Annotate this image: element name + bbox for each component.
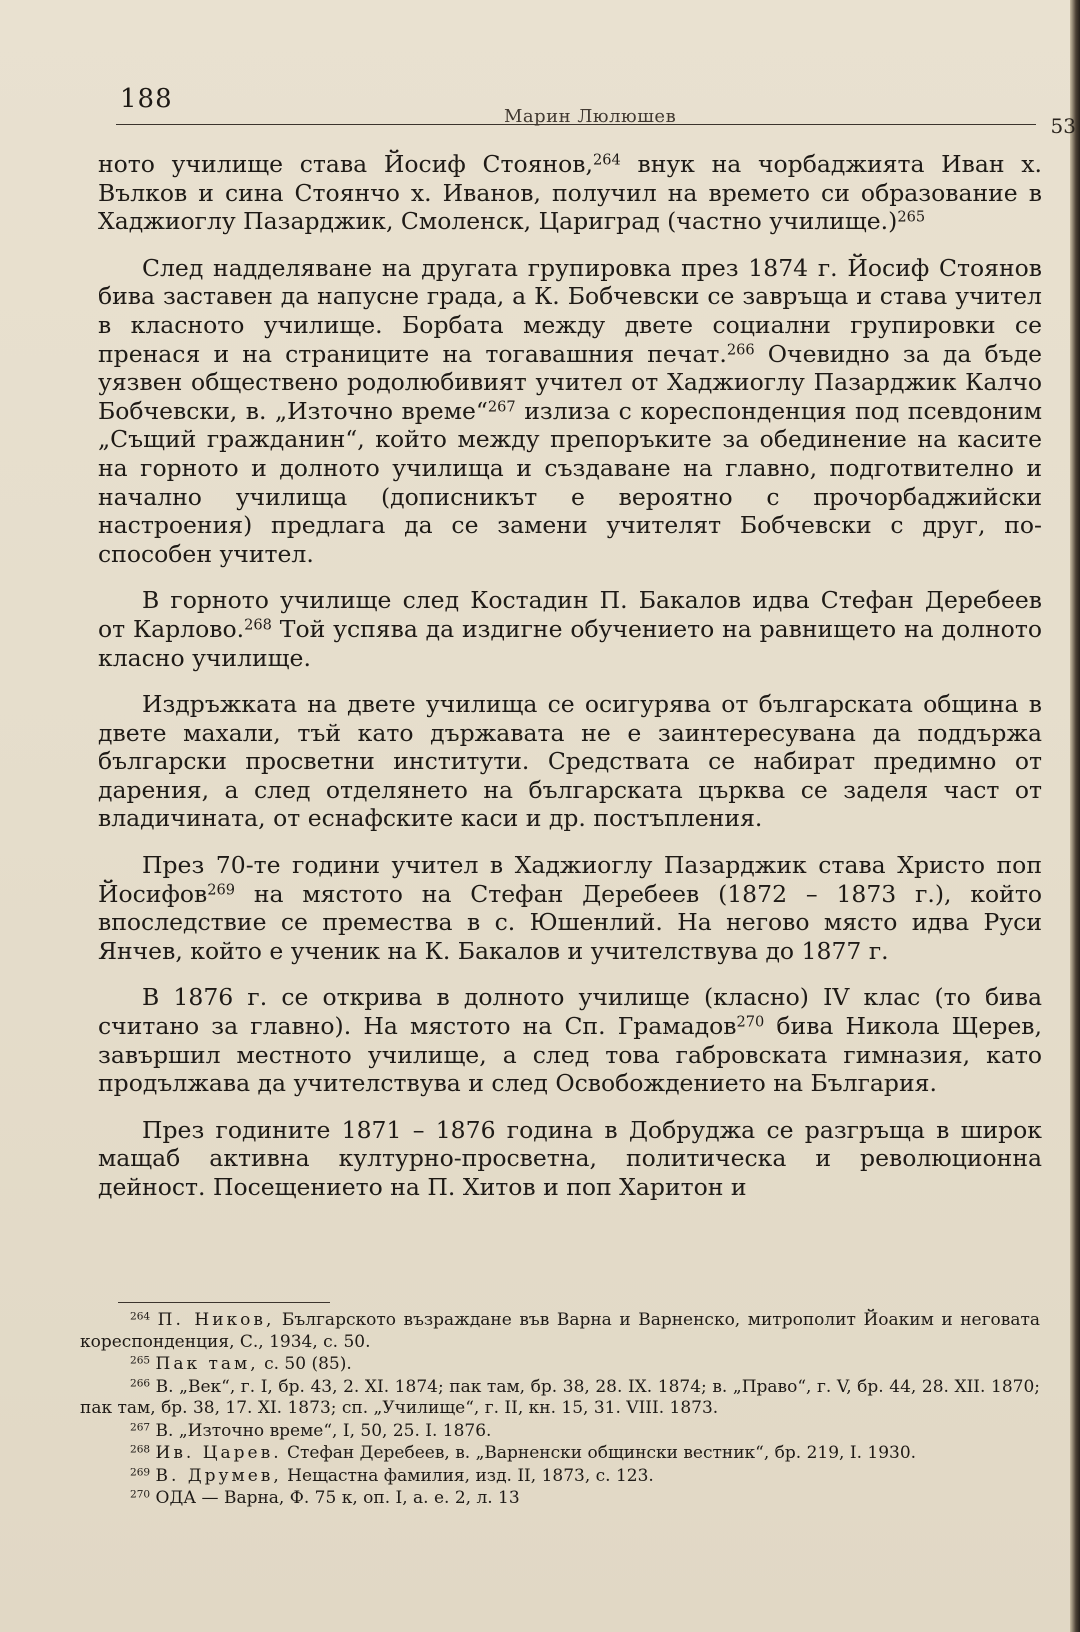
footnote-rule [118, 1302, 330, 1303]
text-run: След надделяване на другата групировка през 1874 г. Йосиф Стоянов бива заставен да напусне града, а К. Бобчевски се завръща и става учител в класното училище. Борбата между двете социални групировки се пренася и на страниците на тогавашния печат. [98, 253, 1042, 368]
footnote-ref: 270 [736, 1013, 765, 1031]
footnote-ref: 270 [130, 1488, 151, 1501]
text-run: Очевидно за да бъде уязвен обществено родолюбивият учител от Хаджиоглу Пазарджик Калчо Бобчевски, в. „Източно време“ [98, 339, 1042, 425]
footnote-ref: 269 [207, 881, 236, 899]
text-run: бива Никола Щерев, завършил местното училище, а след това габровската гимназия, като продължава да учителствува и след Освобождението на България. [98, 1012, 1042, 1098]
body-text [98, 150, 1042, 1220]
footnote-ref: 266 [130, 1377, 151, 1390]
footnote-ref: 264 [592, 151, 621, 169]
footnote [80, 1466, 1040, 1488]
text-run: внук на чорбаджията Иван х. Вълков и сина Стоянчо х. Иванов, получил на времето си образование в Хаджиоглу Пазарджик, Смоленск, Цариград (частно училище.) [98, 150, 1043, 236]
footnote [80, 1354, 1040, 1376]
footnote [80, 1377, 1040, 1420]
text-run: Той успява да издигне обучението на равнището на долното класно училище. [98, 614, 1042, 672]
author-name: В. Друмев, [155, 1465, 282, 1486]
text-run: ното училище става Йосиф Стоянов, [98, 150, 593, 178]
text-run: Издръжката на двете училища се осигурява от българската община в двете махали, тъй като държавата не е заинтересувана да поддържа български просветни институти. Средствата се набират предимно от дарения, а след отделянето на българската църква се заделя част от владичината, от еснафските каси и др. постъпления. [98, 690, 1042, 833]
page-number: 188 [120, 84, 173, 114]
author-name: Пак там, [155, 1354, 259, 1374]
footnote-ref: 267 [487, 398, 516, 416]
paragraph [98, 150, 1042, 236]
footnote [80, 1421, 1040, 1443]
footnote-ref: 267 [130, 1421, 151, 1434]
footnote [80, 1488, 1040, 1510]
footnote-ref: 264 [130, 1310, 151, 1323]
author-name: Ив. Царев. [155, 1443, 282, 1463]
footnote [80, 1310, 1040, 1353]
text-run: През 70-те години учител в Хаджиоглу Пазарджик става Христо поп Йосифов [98, 851, 1042, 908]
facing-page-number: 53 [1050, 114, 1076, 138]
text-run: Нещастна фамилия, изд. II, 1873, с. 123. [281, 1465, 654, 1486]
footnote [80, 1443, 1040, 1465]
footnotes [80, 1310, 1040, 1511]
author-name: П. Ников, [157, 1310, 275, 1330]
paragraph [98, 586, 1042, 672]
footnote-ref: 266 [726, 341, 755, 359]
text-run [150, 1310, 158, 1330]
text-run: В 1876 г. се открива в долното училище (класно) IV клас (то бива считано за главно). На мястото на Сп. Грамадов [98, 983, 1042, 1041]
page-edge-shadow [1070, 0, 1080, 1632]
paragraph [98, 851, 1042, 965]
footnote-ref: 268 [130, 1443, 151, 1456]
text-run: В. „Източно време“, I, 50, 25. I. 1876. [150, 1420, 492, 1441]
footnote-ref: 269 [130, 1466, 151, 1479]
text-run: на мястото на Стефан Деребеев (1872 – 1873 г.), който впоследствие се премества в с. Юшенлий. На негово място идва Руси Янчев, който е ученик на К. Бакалов и учителствува до 1877 г. [98, 879, 1042, 965]
running-head-author: Марин Люлюшев [504, 106, 677, 127]
text-run: ОДА — Варна, Ф. 75 к, оп. I, а. е. 2, л. 13 [150, 1488, 520, 1508]
paragraph [98, 983, 1042, 1097]
text-run: В горното училище след Костадин П. Бакалов идва Стефан Деребеев от Карлово. [98, 586, 1042, 643]
paragraph [98, 690, 1042, 833]
text-run: излиза с кореспонденция под псевдоним „Същий гражданин“, който между препоръките за обединение на касите на горното и долното училища и създаване на главно, подготвително и начално училища (дописникът е вероятно с прочорбаджийски настроения) предлага да се замени учителят Бобчевски с друг, по-способен учител. [98, 396, 1042, 568]
paragraph [98, 254, 1042, 569]
footnote-ref: 265 [130, 1354, 151, 1367]
text-run: През годините 1871 – 1876 година в Добруджа се разгръща в широк мащаб активна културно-просветна, политическа и революционна дейност. Посещението на П. Хитов и поп Харитон и [98, 1115, 1042, 1201]
text-run: с. 50 (85). [258, 1354, 352, 1374]
text-run: В. „Век“, г. I, бр. 43, 2. XI. 1874; пак там, бр. 38, 28. IX. 1874; в. „Право“, г. V, бр. 44, 28. XII. 1870; пак там, бр. 38, 17. XI. 1873; сп. „Училище“, г. II, кн. 15, 31. VIII. 1873. [80, 1376, 1040, 1418]
text-run: Българското възраждане във Варна и Варненско, митрополит Йоаким и неговата кореспонденция, С., 1934, с. 50. [80, 1310, 1040, 1352]
footnote-ref: 265 [897, 208, 926, 226]
text-run: Стефан Деребеев, в. „Варненски общински вестник“, бр. 219, I. 1930. [281, 1443, 917, 1463]
footnote-ref: 268 [244, 616, 272, 634]
header-rule [116, 124, 1036, 125]
paragraph [98, 1116, 1042, 1202]
